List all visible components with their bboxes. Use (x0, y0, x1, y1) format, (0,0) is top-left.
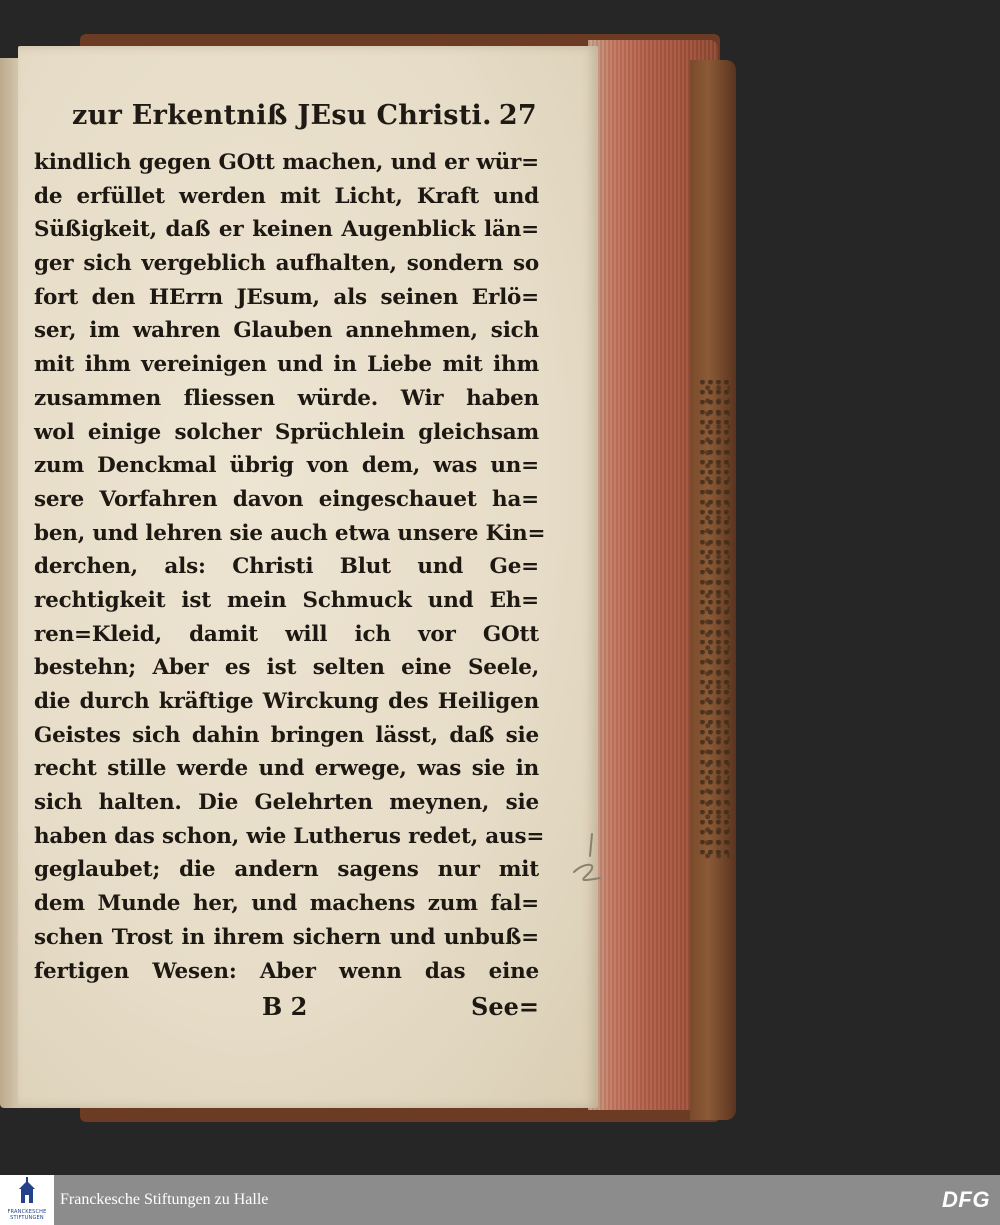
text-line: ben, und lehren sie auch etwa unsere Kin= (34, 520, 546, 546)
page-content (34, 96, 546, 1026)
text-line: recht stille werde und erwege, was sie in (34, 756, 539, 782)
viewer-footer-bar (0, 1175, 1000, 1225)
running-head-title: zur Erkentniß JEsu Christi. (72, 100, 492, 131)
text-line: ser, im wahren Glauben annehmen, sich (34, 318, 539, 344)
text-line: sich halten. Die Gelehrten meynen, sie (34, 790, 539, 816)
text-line: fertigen Wesen: Aber wenn das eine (34, 958, 539, 984)
text-line: mit ihm vereinigen und in Liebe mit ihm (34, 352, 539, 378)
book-page (18, 46, 598, 1108)
text-line: Geistes sich dahin bringen lässt, daß sie (34, 722, 539, 748)
text-line: ren=Kleid, damit will ich vor GOtt (34, 621, 539, 647)
text-line: wol einige solcher Sprüchlein gleichsam (34, 419, 539, 445)
text-line: ger sich vergeblich aufhalten, sondern so (34, 251, 539, 277)
text-line: schen Trost in ihrem sichern und unbuß= (34, 924, 539, 950)
text-line: de erfüllet werden mit Licht, Kraft und (34, 183, 539, 209)
institution-name[interactable]: Franckesche Stiftungen zu Halle (60, 1191, 269, 1208)
text-line: kindlich gegen GOtt machen, und er wür= (34, 150, 539, 175)
text-line: Süßigkeit, daß er keinen Augenblick län= (34, 217, 539, 243)
logo-text: FRANCKESCHE STIFTUNGEN (7, 1209, 47, 1221)
text-line: derchen, als: Christi Blut und Ge= (34, 554, 539, 580)
text-line: zum Denckmal übrig von dem, was un= (34, 453, 539, 479)
text-line: haben das schon, wie Lutherus redet, aus= (34, 823, 545, 849)
pencil-annotation (570, 832, 606, 884)
catchword: See= (471, 992, 539, 1022)
dfg-logo[interactable]: DFG (942, 1187, 990, 1212)
text-line: dem Munde her, und machens zum fal= (34, 891, 539, 917)
text-line: zusammen fliessen würde. Wir haben (34, 385, 539, 411)
text-line: geglaubet; die andern sagens nur mit (34, 857, 539, 883)
page-footer (34, 990, 539, 1026)
cover-wear (700, 380, 730, 860)
text-line: die durch kräftige Wirckung des Heiligen (34, 689, 539, 714)
building-icon (0, 1175, 54, 1209)
text-line: rechtigkeit ist mein Schmuck und Eh= (34, 587, 539, 613)
running-head (34, 96, 539, 136)
institution-logo[interactable] (0, 1175, 54, 1225)
body-text (34, 146, 546, 988)
page-number: 27 (498, 100, 537, 131)
text-line: sere Vorfahren davon eingeschauet ha= (34, 486, 539, 512)
text-line: bestehn; Aber es ist selten eine Seele, (34, 655, 539, 681)
signature-mark: B 2 (262, 992, 308, 1022)
text-line: fort den HErrn JEsum, als seinen Erlö= (34, 284, 539, 310)
